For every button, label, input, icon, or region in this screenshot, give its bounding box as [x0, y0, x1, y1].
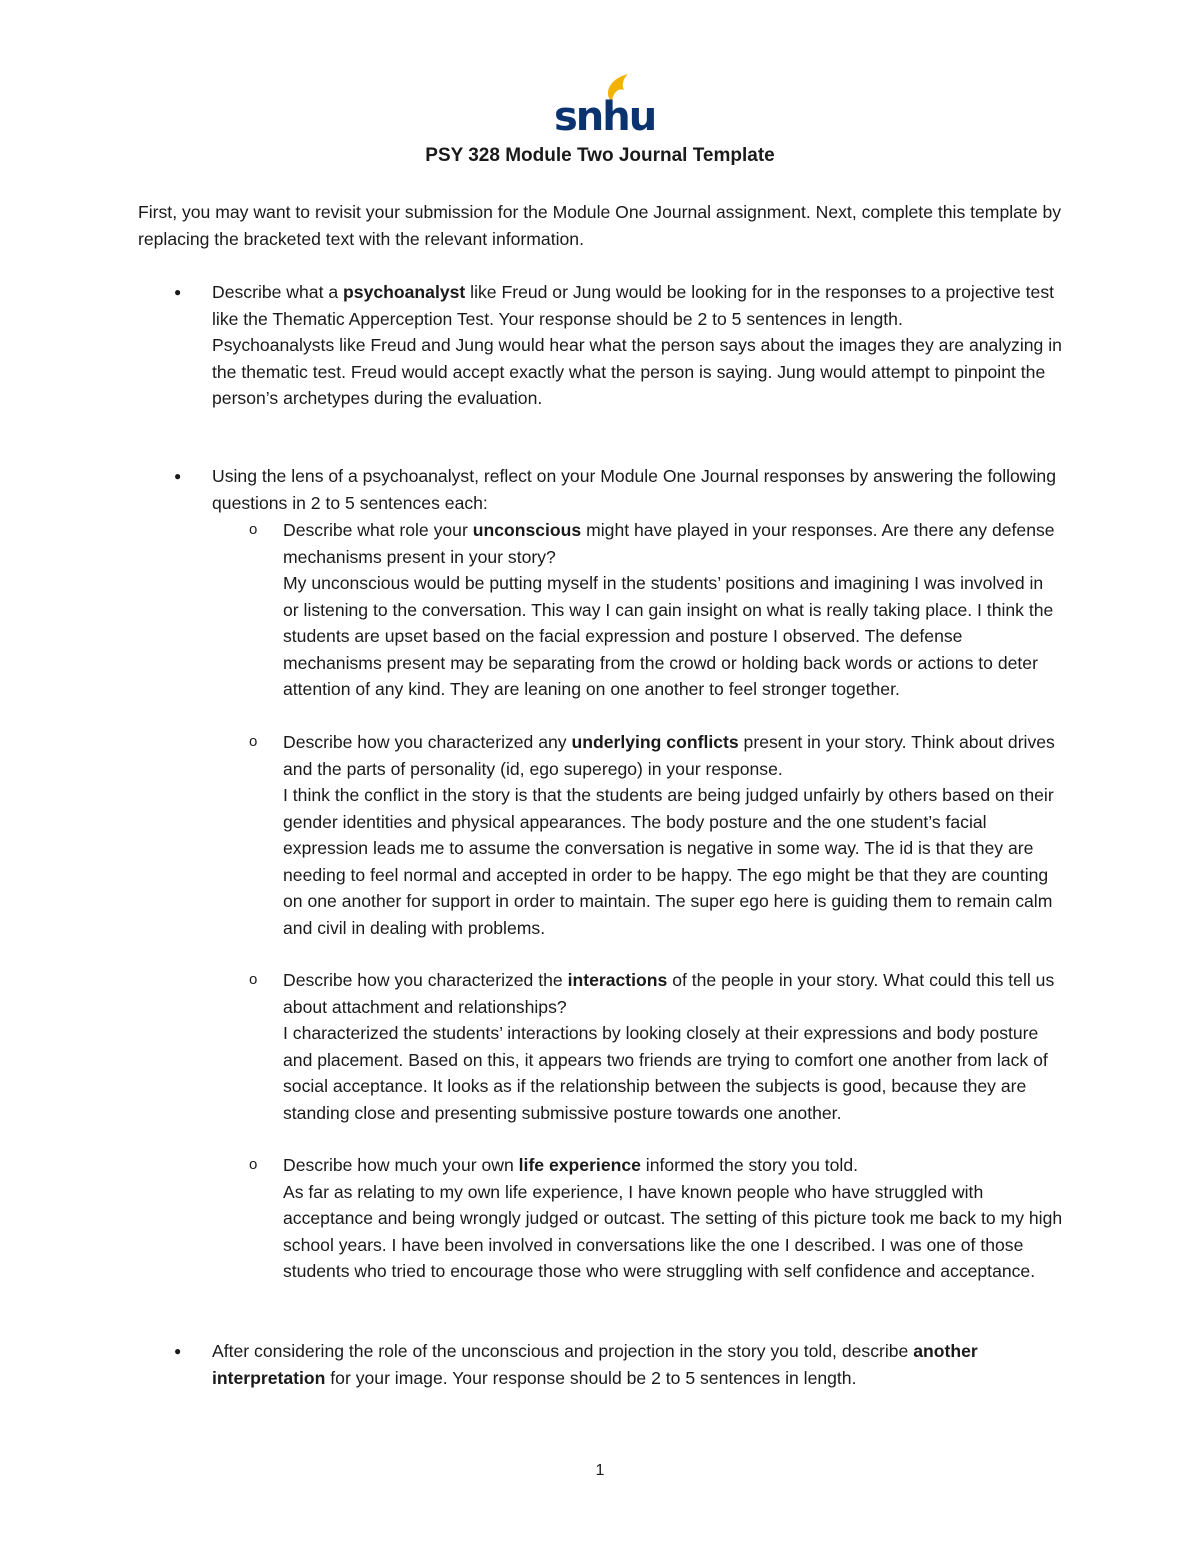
question-3-prompt: After considering the role of the unconscious and projection in the story you told, describe another interpretation for your image. Your response should be 2 to 5 sentences in length.: [212, 1341, 978, 1388]
sub-question-1-prompt: Describe what role your unconscious might have played in your responses. Are there any defense mechanisms present in your story?: [283, 520, 1055, 567]
sub-question-4-answer: As far as relating to my own life experience, I have known people who have struggled with acceptance and being wrongly judged or outcast. The setting of this picture took me back to my high school years. I have been involved in conversations like the one I described. I was one of those students who tried to encourage those who were struggling with self confidence and acceptance.: [283, 1181, 1063, 1281]
sub-bullet-icon: o: [249, 1156, 258, 1173]
question-1-prompt: Describe what a psychoanalyst like Freud or Jung would be looking for in the responses to a projective test like the Thematic Apperception Test. Your response should be 2 to 5 sentences in length.: [212, 282, 1055, 329]
sub-question-1-answer: My unconscious would be putting myself in the students’ positions and imagining I was involved in or listening to the conversation. This way I can gain insight on what is really taking place. I think the students are upset based on the facial expression and posture I observed. The defense mechanisms present may be separating from the crowd or holding back words or actions to deter attention of any kind. They are leaning on one another to feel stronger together.: [283, 573, 1054, 699]
sub-question-3-prompt: Describe how you characterized the interactions of the people in your story. What could this tell us about attachment and relationships?: [283, 970, 1055, 1017]
page-number: 1: [595, 1462, 605, 1479]
bullet-icon: ●: [174, 285, 182, 299]
question-2: [174, 463, 1062, 516]
sub-question-4-prompt: Describe how much your own life experience informed the story you told.: [283, 1155, 859, 1175]
intro-paragraph: First, you may want to revisit your submission for the Module One Journal assignment. Next, complete this template by replacing the bracketed text with the relevant information.: [138, 202, 1062, 249]
sub-question-interactions: [249, 967, 1063, 1126]
sub-bullet-icon: o: [249, 733, 258, 750]
sub-bullet-icon: o: [249, 971, 258, 988]
question-3: [174, 1338, 1062, 1391]
bullet-icon: ●: [174, 469, 182, 483]
page-title: PSY 328 Module Two Journal Template: [425, 145, 775, 166]
sub-question-2-prompt: Describe how you characterized any underlying conflicts present in your story. Think about drives and the parts of personality (id, ego superego) in your response.: [283, 732, 1055, 779]
sub-question-unconscious: [249, 517, 1063, 703]
sub-question-3-answer: I characterized the students’ interactions by looking closely at their expressions and body posture and placement. Based on this, it appears two friends are trying to comfort one another from lack of social acceptance. It looks as if the relationship between the subjects is good, because they are standing close and presenting submissive posture towards one another.: [283, 1023, 1048, 1123]
question-1-answer: Psychoanalysts like Freud and Jung would hear what the person says about the images they are analyzing in the thematic test. Freud would accept exactly what the person is saying. Jung would attempt to pinpoint the person’s archetypes during the evaluation.: [212, 335, 1062, 408]
sub-bullet-icon: o: [249, 521, 258, 538]
sub-question-life-experience: [249, 1152, 1063, 1285]
snhu-logo: [552, 70, 656, 140]
svg-text:snhu: snhu: [554, 94, 656, 140]
bullet-icon: ●: [174, 1344, 182, 1358]
sub-question-2-answer: I think the conflict in the story is that the students are being judged unfairly by others based on their gender identities and physical appearances. The body posture and the one student’s facial expression leads me to assume the conversation is negative in some way. The id is that they are needing to feel normal and accepted in order to be happy. The ego might be that they are counting on one another for support in order to maintain. The super ego here is guiding them to remain calm and civil in dealing with problems.: [283, 785, 1054, 938]
question-2-prompt: Using the lens of a psychoanalyst, reflect on your Module One Journal responses by answering the following questions in 2 to 5 sentences each:: [212, 466, 1056, 513]
question-1: [174, 279, 1062, 412]
sub-question-conflicts: [249, 729, 1063, 941]
